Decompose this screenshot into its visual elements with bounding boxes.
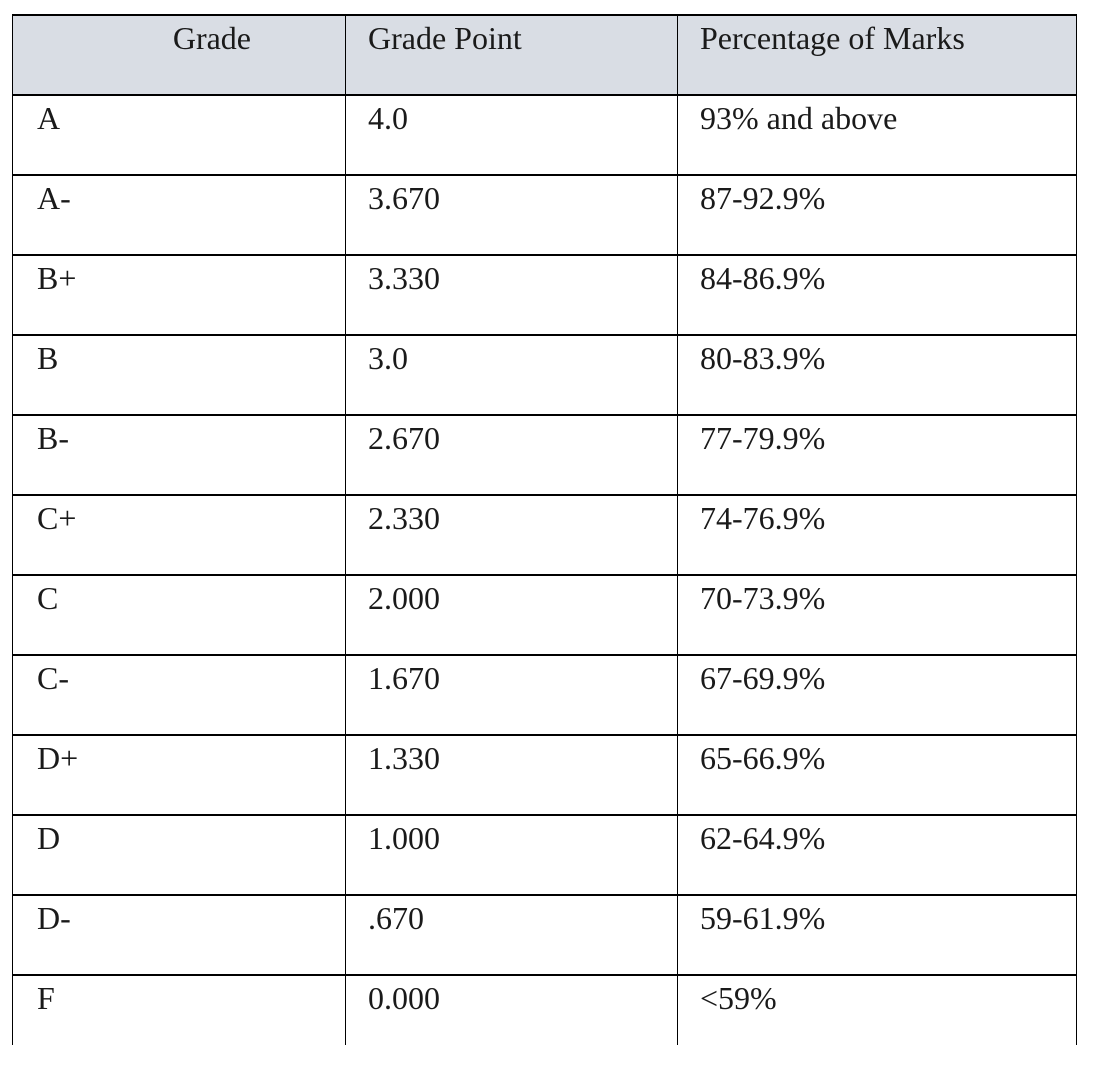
table-row: [13, 975, 1077, 1045]
cell-percentage: 87-92.9%: [678, 175, 1077, 255]
cell-grade-point: 2.330: [346, 495, 678, 575]
cell-percentage: <59%: [678, 975, 1077, 1045]
cell-grade: D-: [13, 895, 346, 975]
cell-grade-point: 2.000: [346, 575, 678, 655]
header-row: [13, 15, 1077, 95]
table-row: [13, 415, 1077, 495]
cell-grade-point: .670: [346, 895, 678, 975]
cell-percentage: 70-73.9%: [678, 575, 1077, 655]
cell-percentage: 84-86.9%: [678, 255, 1077, 335]
cell-percentage: 80-83.9%: [678, 335, 1077, 415]
cell-percentage: 67-69.9%: [678, 655, 1077, 735]
cell-grade: F: [13, 975, 346, 1045]
cell-percentage: 62-64.9%: [678, 815, 1077, 895]
cell-grade: D: [13, 815, 346, 895]
table-row: [13, 735, 1077, 815]
table-row: [13, 495, 1077, 575]
table-row: [13, 255, 1077, 335]
cell-grade-point: 4.0: [346, 95, 678, 175]
table-header: [13, 15, 1077, 95]
column-header-grade: Grade: [13, 15, 346, 95]
cell-grade: D+: [13, 735, 346, 815]
cell-grade: A-: [13, 175, 346, 255]
column-header-percentage: Percentage of Marks: [678, 15, 1077, 95]
cell-percentage: 59-61.9%: [678, 895, 1077, 975]
cell-grade-point: 3.670: [346, 175, 678, 255]
cell-percentage: 77-79.9%: [678, 415, 1077, 495]
table-row: [13, 655, 1077, 735]
table-body: [13, 95, 1077, 1045]
cell-percentage: 74-76.9%: [678, 495, 1077, 575]
cell-grade: C+: [13, 495, 346, 575]
cell-percentage: 93% and above: [678, 95, 1077, 175]
cell-grade: B: [13, 335, 346, 415]
cell-grade-point: 1.670: [346, 655, 678, 735]
cell-grade-point: 2.670: [346, 415, 678, 495]
cell-grade: B+: [13, 255, 346, 335]
cell-grade: B-: [13, 415, 346, 495]
table-row: [13, 815, 1077, 895]
cell-percentage: 65-66.9%: [678, 735, 1077, 815]
table-row: [13, 895, 1077, 975]
table-row: [13, 335, 1077, 415]
grade-table: [12, 14, 1077, 1045]
cell-grade: C: [13, 575, 346, 655]
cell-grade: A: [13, 95, 346, 175]
table-row: [13, 95, 1077, 175]
cell-grade: C-: [13, 655, 346, 735]
cell-grade-point: 3.0: [346, 335, 678, 415]
column-header-grade-point: Grade Point: [346, 15, 678, 95]
cell-grade-point: 0.000: [346, 975, 678, 1045]
cell-grade-point: 1.330: [346, 735, 678, 815]
cell-grade-point: 3.330: [346, 255, 678, 335]
table-row: [13, 575, 1077, 655]
cell-grade-point: 1.000: [346, 815, 678, 895]
table-row: [13, 175, 1077, 255]
